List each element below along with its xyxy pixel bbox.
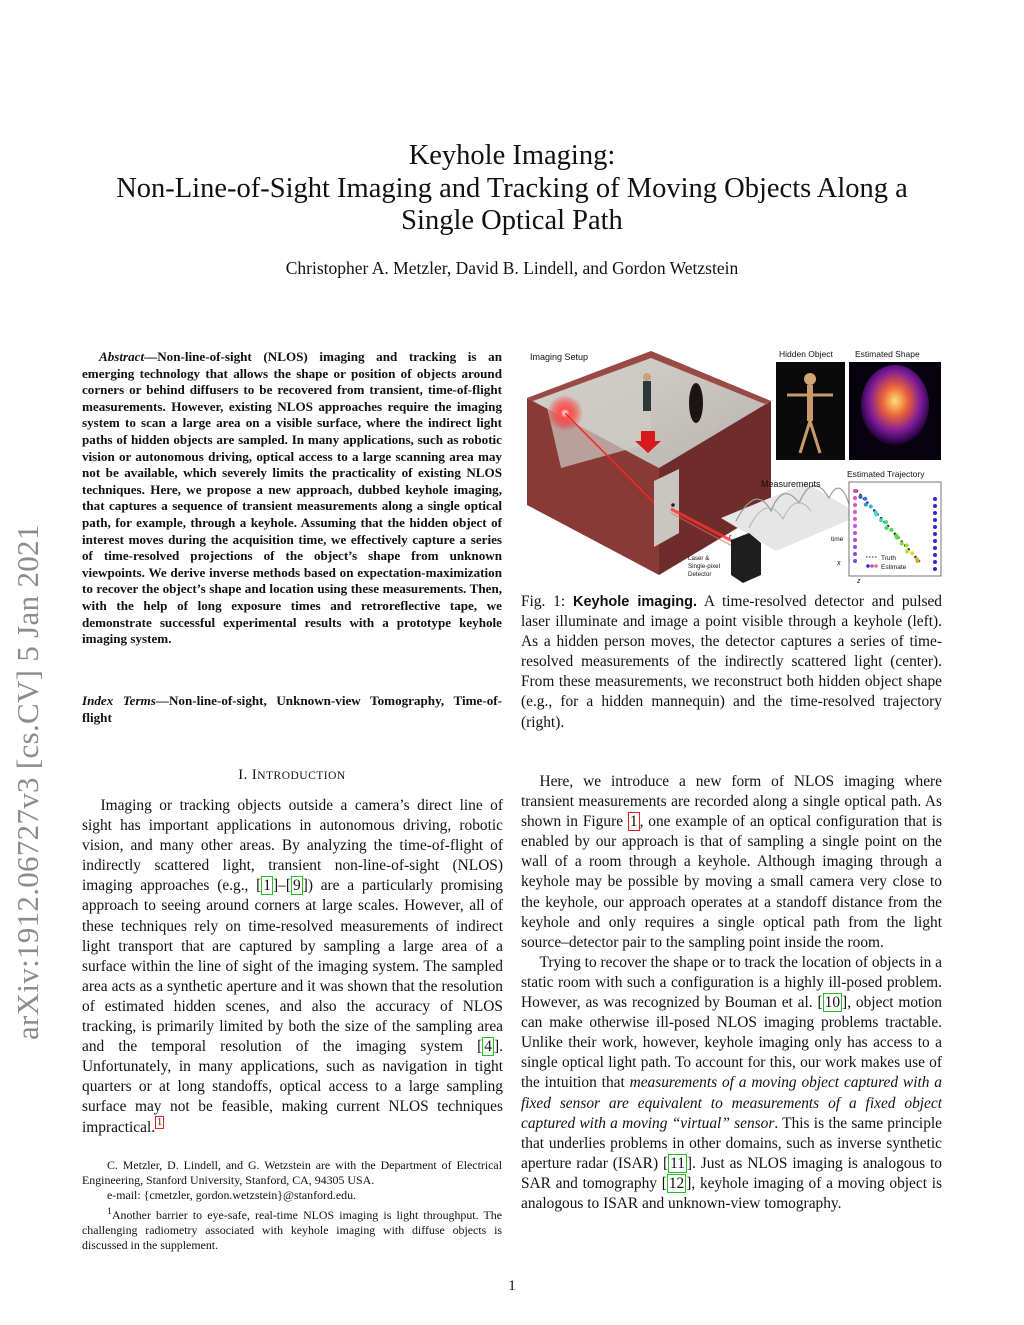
citation-link[interactable]: 4	[484, 1038, 492, 1056]
footnote-link[interactable]: 1	[157, 1117, 163, 1129]
trajectory-estimate-point	[853, 496, 857, 500]
r-axis-label: r	[729, 534, 732, 541]
caption-text: A time-resolved detector and pulsed laser illuminate and image a point visible through a keyhole (left). As a hidden person moves, the detector captures a series of time-resolved measurements of the indirectly scattered light (center). From these measurements, we reconstruct both hidden object shape (e.g., for a hidden mannequin) and the time-resolved trajectory (right).	[521, 593, 942, 731]
trajectory-estimate-point	[933, 567, 937, 571]
citation-dash: –	[278, 877, 286, 895]
abstract	[82, 349, 502, 648]
citation-link[interactable]: 11	[670, 1154, 685, 1172]
section-rest: NTRODUCTION	[257, 770, 346, 782]
right-text-2d: . Just as NLOS imaging is analogous to SAR and tomography	[521, 1154, 942, 1192]
email-note: e-mail: {cmetzler, gordon.wetzstein}@stanford.edu.	[106, 1188, 357, 1203]
trajectory-estimate-point	[933, 532, 937, 536]
trajectory-estimate-point	[853, 538, 857, 542]
trajectory-estimate-point	[853, 489, 857, 493]
estimated-shape-label: Estimated Shape	[855, 349, 920, 359]
figure-caption	[521, 592, 942, 733]
title-line-1: Keyhole Imaging:	[408, 140, 616, 171]
trajectory-estimate-point	[933, 553, 937, 557]
citation-link[interactable]: 12	[668, 1174, 685, 1192]
x-axis-label: x	[837, 560, 841, 567]
caption-prefix: Fig. 1:	[521, 593, 573, 610]
trajectory-estimate-point	[933, 511, 937, 515]
section-numeral: I.	[238, 767, 252, 783]
trajectory-estimate-point	[853, 503, 857, 507]
figure-1	[521, 343, 943, 583]
trajectory-estimate-point	[905, 549, 909, 553]
intro-text-b: ) are a particularly promising approach to seeing around corners at large scales. However, all of these techniques rely on time-resolved measurements of indirect light transport that are captured by sampling a large area of a surface within the line of sight of the imaging system. The sampled area acts as a synthetic aperture and it was shown that the resolution of estimated hidden scenes, and also the accuracy of NLOS tracking, is primarily limited by both the size of the sampling area and the temporal resolution of the imaging system	[82, 877, 503, 1056]
trajectory-estimate-point	[895, 536, 899, 540]
intro-text-a: Imaging or tracking objects outside a camera’s direct line of sight has important applications in autonomous driving, robotic vision, and many other areas. By analyzing the time-of-flight of indirectly scattered light, transient non-line-of-sight (NLOS) imaging approaches (e.g.,	[82, 797, 503, 895]
title-line-2: Non-Line-of-Sight Imaging and Tracking of Moving Objects Along a	[116, 172, 908, 204]
footnotes	[82, 1158, 502, 1253]
trajectory-estimate-point	[874, 512, 878, 516]
imaging-setup-label: Imaging Setup	[530, 352, 589, 362]
z-axis-label: z	[857, 578, 861, 583]
right-text-2e: , keyhole imaging of a moving object is analogous to ISAR and unknown-view tomography.	[521, 1174, 942, 1212]
trajectory-estimate-point	[869, 505, 873, 509]
trajectory-estimate-point	[864, 503, 868, 507]
trajectory-estimate-point	[858, 495, 862, 499]
legend-estimate: Estimate	[881, 564, 907, 571]
trajectory-estimate-point	[933, 518, 937, 522]
trajectory-estimate-point	[933, 546, 937, 550]
index-terms-lead: Index Terms	[82, 693, 156, 708]
footnote-1	[82, 1204, 502, 1254]
footnote-text: Another barrier to eye-safe, real-time NLOS imaging is light throughput. The challenging radiometry associated with keyhole imaging with diffuse objects is discussed in the supplement.	[82, 1207, 502, 1252]
figure-ref-link[interactable]: 1	[629, 813, 638, 831]
trajectory-estimate-point	[885, 526, 889, 530]
trajectory-estimate-point	[933, 560, 937, 564]
trajectory-label: Estimated Trajectory	[847, 469, 925, 479]
trajectory-estimate-point	[853, 524, 857, 528]
section-heading	[82, 767, 502, 784]
trajectory-estimate-point	[853, 559, 857, 563]
citation-link[interactable]: 9	[292, 877, 301, 895]
hidden-object-image	[776, 362, 845, 460]
page-number: 1	[508, 1278, 516, 1294]
measurements-label: Measurements	[761, 479, 821, 489]
right-text-2a: Trying to recover the shape or to track the location of objects in a static room with such a configuration is a highly ill-posed problem. However, as was recognized by Bouman et al.	[521, 953, 942, 1012]
intro-paragraph: Imaging or tracking objects outside a camera’s direct line of sight has important applications in autonomous driving, robotic vision, and many other areas. By analyzing the time-of-flight of indirectly scattered light, transient non-line-of-sight (NLOS) imaging approaches (e.g., [ 1 ]–[ 9 ]) are a particularly promising approach to seeing around corners at large scales. However, all of these techniques rely on time-resolved measurements of indirect light transport that are captured by sampling a large area of a surface within the line of sight of the imaging system. The sampled area acts as a synthetic aperture and it was shown that the resolution of estimated hidden scenes, and also the accuracy of NLOS tracking, is primarily limited by both the size of the sampling area and the temporal resolution of the imaging system [ 4 ]. Unfortunately, in many applications, such as navigation in tight quarters or at long standoffs, optical access to a large sampling surface may not be feasible, making current NLOS techniques impractical. $^1$	[82, 797, 503, 1136]
citation-link[interactable]: 10	[824, 994, 841, 1012]
right-column-text	[521, 772, 942, 1214]
index-terms	[82, 693, 502, 726]
laser-label-1: Laser &	[688, 555, 710, 562]
right-text-1b: , one example of an optical configuration that is enabled by our approach is that of sampling a single point on the wall of a room through a keyhole. Although imaging through a keyhole may be possible by moving a small camera very close to the keyhole, our approach operates at a standoff distance from the keyhole and only requires a single optical path from the light source–detector pair to the sampling point inside the room.	[521, 813, 942, 951]
trajectory-estimate-point	[933, 504, 937, 508]
right-text-2c: . This is the same principle that underlies problems in other domains, such as inverse synthetic aperture radar (ISAR)	[521, 1114, 942, 1172]
author-list: Christopher A. Metzler, David B. Lindell, and Gordon Wetzstein	[285, 258, 739, 278]
estimated-shape-image	[849, 362, 941, 460]
paper-title	[80, 140, 944, 238]
right-paragraph-2: Trying to recover the shape or to track the location of objects in a static room with such a configuration is a highly ill-posed problem. However, as was recognized by Bouman et al. [ 10 ], object motion can make otherwise ill-posed NLOS imaging problems tractable. Unlike their work, however, keyhole imaging only has access to a single optical light path. To account for this, our work makes use of the intuition that measurements of a moving object captured with a fixed sensor are equivalent to measurements of a fixed object captured with a moving “virtual” sensor. This is the same principle that underlies problems in other domains, such as inverse synthetic aperture radar (ISAR) [ 11 ]. Just as NLOS imaging is analogous to SAR and tomography [ 12 ], keyhole imaging of a moving object is analogous to ISAR and unknown-view tomography.	[521, 953, 942, 1212]
trajectory-estimate-point	[853, 545, 857, 549]
trajectory-estimate-point	[853, 531, 857, 535]
time-axis-label: time	[831, 536, 844, 543]
trajectory-estimate-point	[853, 510, 857, 514]
footnote-mark: 1	[106, 1205, 112, 1217]
caption-bold: Keyhole imaging.	[572, 594, 697, 610]
affiliation-note: C. Metzler, D. Lindell, and G. Wetzstein are with the Department of Electrical Engineering, Stanford University, Stanford, CA, 94305 USA.	[82, 1158, 502, 1188]
laser-label-2: Single-pixel	[688, 563, 720, 570]
title-line-3: Single Optical Path	[401, 205, 623, 236]
trajectory-estimate-point	[889, 528, 893, 532]
trajectory-estimate-point	[933, 525, 937, 529]
index-terms-text: —Non-line-of-sight, Unknown-view Tomography, Time-of-flight	[82, 693, 502, 725]
trajectory-estimate-point	[910, 551, 914, 555]
arxiv-stamp: arXiv:1912.06727v3 [cs.CV] 5 Jan 2021	[10, 524, 45, 1040]
trajectory-estimate-point	[900, 542, 904, 546]
right-text-2b: , object motion can make otherwise ill-posed NLOS imaging problems tractable. Unlike their work, however, keyhole imaging only has access to a single optical light path. To account for this, our work makes use of the intuition that	[521, 994, 942, 1092]
trajectory-estimate-point	[853, 517, 857, 521]
right-paragraph-1	[521, 772, 942, 953]
trajectory-estimate-point	[916, 559, 920, 563]
legend-truth: Truth	[881, 555, 896, 562]
citation-link[interactable]: 1	[263, 877, 271, 895]
trajectory-estimate-point	[905, 543, 909, 547]
trajectory-plot	[836, 469, 941, 583]
laser-label-3: Detector	[688, 571, 712, 578]
trajectory-estimate-point	[884, 520, 888, 524]
trajectory-estimate-point	[879, 518, 883, 522]
section-first-letter: I	[251, 767, 258, 783]
intro-text-c: . Unfortunately, in many applications, such as navigation in tight quarters or at long standoffs, optical access to a large sampling surface may not be feasible, making current NLOS techniques impractical.	[82, 1038, 503, 1136]
trajectory-estimate-point	[933, 497, 937, 501]
abstract-text: —Non-line-of-sight (NLOS) imaging and tracking is an emerging technology that allows the shape or position of objects around corners or behind diffusers to be recovered from transient, time-of-flight measurements. However, existing NLOS approaches require the imaging system to scan a large area on a visible surface, where the indirect light paths of hidden objects are sampled. In many applications, such as robotic vision or autonomous driving, optical access to a large scanning area may not be available, which severely limits the practicality of existing NLOS techniques. Here, we propose a new approach, dubbed keyhole imaging, that captures a sequence of transient measurements along a single optical path, for example, through a keyhole. Assuming that the hidden object of interest moves during the acquisition time, we effectively capture a series of time-resolved projections of the object’s shape from unknown viewpoints. We derive inverse methods based on expectation-maximization to recover the object’s shape and location using these measurements. Then, with the help of long exposure times and retroreflective tape, we demonstrate successful experimental results with a prototype keyhole imaging system.	[82, 349, 502, 647]
trajectory-estimate-point	[863, 497, 867, 501]
right-text-1a: Here, we introduce a new form of NLOS imaging where transient measurements are recorded along a single optical path. As shown in Figure	[521, 773, 942, 831]
trajectory-estimate-point	[853, 552, 857, 556]
trajectory-estimate-point	[933, 539, 937, 543]
right-text-2-emphasis: measurements of a moving object captured with a fixed sensor are equivalent to measurements of a fixed object captured with a moving “virtual” sensor	[521, 1074, 942, 1132]
hidden-object-label: Hidden Object	[779, 349, 833, 359]
abstract-lead: Abstract	[99, 349, 145, 364]
